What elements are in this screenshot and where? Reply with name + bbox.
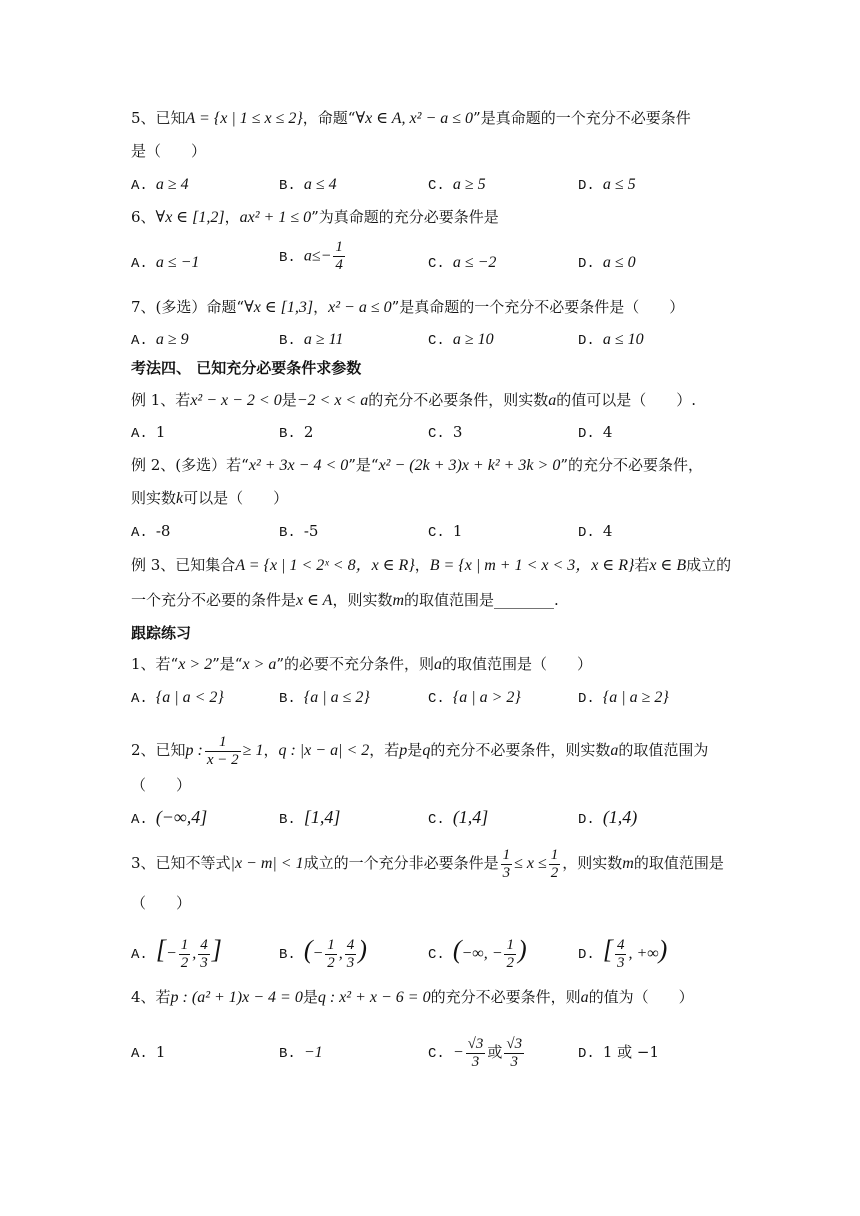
fraction-denominator: 3 (471, 1053, 480, 1070)
t1-text-2: ”的必要不充分条件，则 (276, 655, 435, 673)
option-value: −1 (303, 1044, 323, 1061)
t4-options (131, 1030, 751, 1074)
option-label: B. (279, 691, 296, 707)
q5-option-d[interactable] (578, 173, 636, 197)
q6-option-b[interactable] (279, 239, 347, 274)
option-label: A. (131, 812, 148, 828)
q5-proposition: ∀x ∈ A, x² − a ≤ 0 (355, 110, 474, 127)
ex3-membership: x ∈ B (649, 557, 687, 574)
t2-option-b[interactable] (279, 806, 340, 831)
t4-option-d[interactable] (578, 1030, 659, 1076)
t2-option-c[interactable] (428, 806, 488, 831)
t1-option-c[interactable] (428, 686, 521, 710)
t3-option-b[interactable] (279, 928, 367, 977)
ex3-set-b: B = {x | m + 1 < x < 3，x ∈ R} (429, 557, 635, 574)
option-label: C. (428, 525, 445, 541)
option-value: a ≤ 10 (602, 331, 644, 348)
ex3-stem (131, 555, 731, 576)
q6-inequality: ax² + 1 ≤ 0 (239, 209, 312, 226)
q6-option-c[interactable] (428, 251, 496, 275)
option-label: A. (131, 1046, 148, 1062)
option-label: B. (279, 1046, 296, 1062)
ex3-text-2: 若 (634, 556, 650, 574)
fraction (198, 937, 210, 972)
t1-condition-1: x > 2 (178, 656, 213, 673)
t3-stem-line2: （ ） (131, 894, 192, 912)
ex1-stem (131, 390, 696, 411)
ex1-text-3: 的值可以是（ ）. (556, 391, 697, 409)
t4-stem (131, 987, 694, 1008)
t4-number: 4、若 (131, 988, 171, 1006)
option-value: a≤− (303, 247, 332, 265)
option-value: a ≤ 5 (602, 176, 636, 193)
q7-inequality: x² − a ≤ 0 (328, 299, 392, 316)
ex3-condition: x ∈ A (296, 592, 333, 609)
option-label: B. (279, 812, 296, 828)
option-label: C. (428, 256, 445, 272)
fraction (504, 937, 516, 972)
t1-option-b[interactable] (279, 686, 370, 710)
ex2-number: 例 2、(多选）若“ (131, 456, 249, 474)
q5-text: ，命题“ (302, 109, 356, 127)
fraction (325, 937, 337, 972)
option-label: A. (131, 256, 148, 272)
t4-p-equation: p : (a² + 1)x − 4 = 0 (170, 989, 303, 1006)
option-value: (1,4] (452, 807, 489, 827)
option-label: B. (279, 333, 296, 349)
option-label: D. (578, 1046, 595, 1062)
option-value: 2 (303, 423, 314, 441)
fraction-numerator: 1 (506, 936, 514, 953)
fraction-denominator: 3 (616, 954, 625, 971)
q7-option-c[interactable] (428, 328, 494, 352)
fraction-denominator: x − 2 (206, 751, 239, 768)
q7-text: ， (313, 298, 329, 316)
or-text: 或 (487, 1043, 503, 1061)
q5-set-a: A = {x | 1 ≤ x ≤ 2} (185, 110, 303, 127)
ex1-option-d[interactable] (578, 421, 612, 445)
fraction (466, 1036, 486, 1071)
fraction-numerator: 1 (335, 239, 343, 255)
t2-text: ， (263, 741, 279, 759)
fraction (345, 937, 357, 972)
t2-fraction (205, 734, 241, 769)
fraction-numerator: 1 (180, 936, 189, 953)
t2-q-condition: q : |x − a| < 2 (278, 742, 370, 759)
q5-option-b[interactable] (279, 173, 337, 197)
option-label: C. (428, 1046, 445, 1062)
option-value: {a | a < 2} (155, 689, 224, 706)
ex1-range: −2 < x < a (296, 392, 369, 409)
t3-stem (131, 843, 724, 884)
ex1-text-2: 的充分不必要条件，则实数 (368, 391, 549, 409)
option-value: {a | a ≤ 2} (303, 689, 370, 706)
t2-number: 2、已知 (131, 741, 186, 759)
option-value: a ≤ 4 (303, 176, 337, 193)
t2-stem-line2: （ ） (131, 776, 192, 794)
option-label: A. (131, 333, 148, 349)
fraction-denominator: 3 (346, 954, 355, 971)
q6-text-2: ”为真命题的充分必要条件是 (311, 208, 499, 226)
q5-option-c[interactable] (428, 173, 486, 197)
option-label: B. (279, 525, 296, 541)
minus-sign: − (165, 945, 177, 962)
t2-options (131, 806, 751, 830)
ex2-option-a[interactable] (131, 520, 170, 544)
fraction-numerator: 4 (616, 936, 625, 953)
option-value: a ≥ 10 (452, 331, 494, 348)
t3-variable: m (622, 855, 634, 872)
t3-option-a[interactable] (131, 928, 222, 977)
separator: , (338, 945, 343, 962)
q5-stem (131, 108, 691, 129)
t1-number: 1、若“ (131, 655, 179, 673)
option-label: C. (428, 333, 445, 349)
t1-options (131, 686, 751, 710)
ex2-option-b[interactable] (279, 520, 318, 544)
t2-stem (131, 730, 708, 771)
fraction-numerator: 4 (200, 936, 208, 953)
bracket-open: ( (303, 935, 313, 964)
t2-p-inequality: ≥ 1 (242, 742, 264, 759)
t1-condition-2: x > a (242, 656, 277, 673)
t1-variable: a (434, 656, 443, 673)
ex3-answer-blank: 的取值范围是________. (404, 591, 559, 609)
ex1-text: 是 (281, 391, 297, 409)
ex2-option-c[interactable] (428, 520, 462, 544)
fraction (504, 1036, 524, 1071)
option-value: -5 (303, 522, 319, 540)
t4-q-equation: q : x² + x − 6 = 0 (317, 989, 431, 1006)
option-value: a ≤ −2 (452, 254, 497, 271)
t3-number: 3、已知不等式 (131, 854, 231, 872)
t3-option-d[interactable] (578, 928, 667, 977)
q6-text: ， (224, 208, 240, 226)
q5-stem-line2: 是（ ） (131, 142, 207, 160)
ex3-text-3: 成立的 (686, 556, 732, 574)
ex2-options (131, 520, 751, 544)
minus-sign: − (452, 1044, 464, 1061)
option-value: a ≥ 5 (452, 176, 486, 193)
q7-option-a[interactable] (131, 328, 189, 352)
ex1-option-c[interactable] (428, 421, 462, 445)
t4-option-c[interactable] (428, 1030, 526, 1076)
ex3-text-5: ，则实数 (332, 591, 393, 609)
ex3-variable: m (392, 592, 405, 609)
option-value: {a | a ≥ 2} (602, 689, 669, 706)
t3-inequality: |x − m| < 1 (230, 855, 304, 872)
ex2-inequality-1: x² + 3x − 4 < 0 (248, 457, 349, 474)
fraction-numerator: 1 (550, 846, 559, 863)
option-label: D. (578, 812, 595, 828)
t2-text-4: 的充分不必要条件，则实数 (430, 741, 611, 759)
t2-variable: a (610, 742, 619, 759)
option-label: D. (578, 525, 595, 541)
t1-option-a[interactable] (131, 686, 224, 710)
t3-text-3: 的取值范围是 (633, 854, 724, 872)
fraction-denominator: 3 (502, 864, 511, 881)
t3-fraction-2 (549, 847, 561, 882)
option-value: a ≥ 9 (155, 331, 189, 348)
option-value: a ≤ 0 (602, 254, 636, 271)
t4-text-3: 的值为（ ） (588, 988, 694, 1006)
bracket-close: ] (211, 935, 222, 964)
q6-option-a[interactable] (131, 251, 199, 275)
t1-text-3: 的取值范围是（ ） (442, 655, 593, 673)
option-label: A. (131, 525, 148, 541)
ex2-inequality-2: x² − (2k + 3)x + k² + 3k > 0 (378, 457, 561, 474)
ex3-stem-line2 (131, 590, 559, 611)
t2-p: p (399, 742, 408, 759)
ex2-text-3: 则实数 (131, 489, 177, 507)
option-label: A. (131, 947, 148, 963)
ex1-variable: a (548, 392, 557, 409)
t2-text-3: 是 (407, 741, 423, 759)
fraction-denominator: 4 (335, 257, 343, 273)
t2-q: q (422, 742, 431, 759)
option-value: {a | a > 2} (452, 689, 521, 706)
fraction-denominator: 2 (506, 954, 514, 971)
t1-text: ”是“ (212, 655, 243, 673)
ex3-set-a: A = {x | 1 < 2ˣ < 8，x ∈ R} (235, 557, 415, 574)
t2-option-d[interactable] (578, 806, 637, 831)
fraction-numerator: 4 (346, 936, 355, 953)
option-value: 3 (452, 423, 463, 441)
t3-options (131, 928, 751, 972)
t2-text-2: ，若 (369, 741, 400, 759)
ex1-options (131, 421, 751, 445)
t3-range: ≤ x ≤ (514, 855, 547, 872)
option-label: A. (131, 178, 148, 194)
option-value: (−∞,4] (155, 807, 208, 827)
option-label: C. (428, 691, 445, 707)
option-label: C. (428, 426, 445, 442)
option-label: D. (578, 947, 595, 963)
option-label: B. (279, 249, 296, 266)
option-value: a ≥ 4 (155, 176, 189, 193)
option-label: B. (279, 178, 296, 194)
q7-stem (131, 297, 684, 318)
t3-option-c[interactable] (428, 928, 527, 977)
bracket-open: [ (602, 935, 613, 964)
q7-option-b[interactable] (279, 328, 343, 352)
option-value: 4 (602, 522, 613, 540)
positive-infinity: , +∞ (628, 945, 659, 962)
option-value: 1 (155, 1043, 166, 1061)
option-value: 4 (602, 423, 613, 441)
t4-option-b[interactable] (279, 1030, 323, 1076)
bracket-open: [ (155, 935, 166, 964)
t3-text: 成立的一个充分非必要条件是 (303, 854, 499, 872)
section-heading-tracking: 跟踪练习 (131, 624, 192, 642)
option-label: B. (279, 426, 296, 442)
option-label: A. (131, 426, 148, 442)
fraction-numerator: √3 (506, 1035, 523, 1052)
option-label: A. (131, 691, 148, 707)
option-label: D. (578, 426, 595, 442)
ex2-text: ”是“ (348, 456, 379, 474)
t4-variable: a (580, 989, 589, 1006)
t1-option-d[interactable] (578, 686, 669, 710)
t4-text-2: 的充分不必要条件，则 (430, 988, 581, 1006)
bracket-open: ( (452, 935, 462, 964)
ex3-number: 例 3、已知集合 (131, 556, 236, 574)
option-value: 1 (452, 522, 463, 540)
t3-text-2: ，则实数 (562, 854, 623, 872)
ex2-variable: k (176, 490, 184, 507)
fraction (179, 937, 191, 972)
section-heading-method4: 考法四、 已知充分必要条件求参数 (131, 359, 362, 377)
q5-number: 5、已知 (131, 109, 186, 127)
fraction-denominator: 3 (200, 954, 208, 971)
separator: , (192, 945, 197, 962)
fraction-denominator: 2 (550, 864, 559, 881)
q6-number: 6、 (131, 208, 156, 226)
bracket-close: ) (358, 935, 367, 964)
t4-option-a[interactable] (131, 1030, 165, 1076)
negative-infinity: −∞, − (461, 945, 503, 962)
q7-option-d[interactable] (578, 328, 644, 352)
fraction-numerator: √3 (467, 1035, 484, 1052)
ex1-inequality: x² − x − 2 < 0 (190, 392, 282, 409)
q7-quantifier: ∀x ∈ [1,3] (244, 299, 314, 316)
ex3-text: ， (414, 556, 430, 574)
option-value: -8 (155, 522, 171, 540)
ex2-option-d[interactable] (578, 520, 612, 544)
q5-text-2: ”是真命题的一个充分不必要条件 (473, 109, 691, 127)
option-label: C. (428, 947, 445, 963)
fraction-numerator: 1 (502, 846, 511, 863)
q6-stem (131, 207, 499, 228)
t2-p-label: p : (185, 742, 203, 759)
bracket-close: ) (658, 935, 668, 964)
q7-text-2: ”是真命题的一个充分不必要条件是（ ） (391, 298, 685, 316)
t1-stem (131, 654, 592, 675)
fraction-denominator: 2 (180, 954, 189, 971)
fraction-denominator: 3 (510, 1053, 518, 1070)
minus-sign: − (312, 945, 324, 962)
option-value: 1 (155, 423, 166, 441)
q7-number: 7、(多选）命题“ (131, 298, 245, 316)
q5-option-a[interactable] (131, 173, 189, 197)
t2-text-5: 的取值范围为 (618, 741, 709, 759)
q6-quantifier: ∀x ∈ [1,2] (155, 209, 225, 226)
option-label: D. (578, 691, 595, 707)
ex2-stem-line2 (131, 488, 288, 509)
t3-fraction-1 (501, 847, 513, 882)
bracket-close: ) (517, 935, 527, 964)
ex2-text-2: ”的充分不必要条件， (560, 456, 703, 474)
ex1-option-b[interactable] (279, 421, 313, 445)
option-value: a ≤ −1 (155, 254, 200, 271)
ex1-option-a[interactable] (131, 421, 165, 445)
q5-options (131, 173, 751, 197)
fraction (615, 937, 627, 972)
option-value: 1 或 −1 (602, 1043, 660, 1061)
ex3-text-4: 一个充分不必要的条件是 (131, 591, 297, 609)
q6-options (131, 239, 751, 275)
fraction-numerator: 1 (205, 734, 241, 752)
ex2-stem (131, 455, 703, 476)
option-label: C. (428, 178, 445, 194)
ex1-number: 例 1、若 (131, 391, 191, 409)
fraction-denominator: 2 (327, 954, 335, 971)
t4-text: 是 (302, 988, 318, 1006)
option-label: D. (578, 256, 595, 272)
t2-option-a[interactable] (131, 806, 207, 831)
fraction (333, 239, 345, 274)
fraction-numerator: 1 (327, 936, 335, 953)
ex2-text-4: 可以是（ ） (183, 489, 289, 507)
q7-options (131, 328, 751, 352)
option-value: (1,4) (602, 807, 638, 827)
option-label: D. (578, 178, 595, 194)
option-value: a ≥ 11 (303, 331, 344, 348)
q6-option-d[interactable] (578, 251, 636, 275)
option-label: C. (428, 812, 445, 828)
option-value: [1,4] (303, 807, 341, 827)
option-label: B. (279, 947, 296, 963)
option-label: D. (578, 333, 595, 349)
